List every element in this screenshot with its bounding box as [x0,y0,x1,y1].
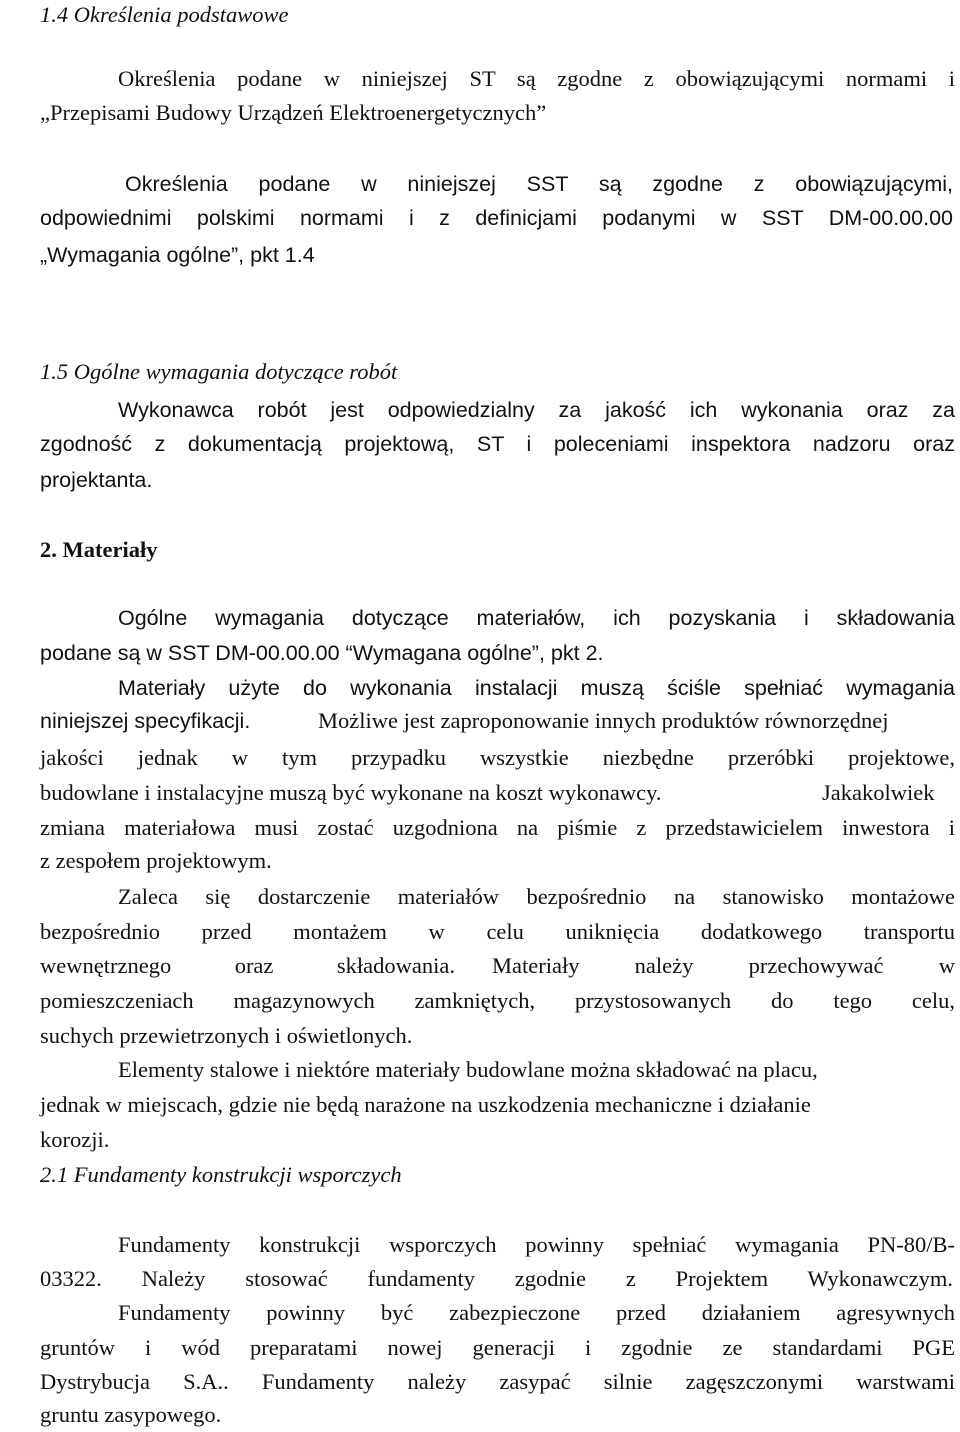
paragraph-line: Ogólne wymagania dotyczące materiałów, ich pozyskania i składowania [118,606,955,630]
paragraph-line: Określenia podane w niniejszej SST są zgodne z obowiązującymi, [125,172,953,196]
paragraph-line: „Wymagania ogólne”, pkt 1.4 [40,243,315,267]
paragraph-line: gruntu zasypowego. [40,1402,222,1427]
section-heading-1-5: 1.5 Ogólne wymagania dotyczące robót [40,359,398,384]
paragraph-line: jakości jednak w tym przypadku wszystkie niezbędne przeróbki projektowe, [40,745,955,770]
paragraph-line: Jakakolwiek [822,780,935,805]
paragraph-line: korozji. [40,1127,110,1152]
paragraph-line: suchych przewietrzonych i oświetlonych. [40,1023,413,1048]
paragraph-line: Określenia podane w niniejszej ST są zgodne z obowiązującymi normami i [118,66,955,91]
paragraph-line: Dystrybucja S.A.. Fundamenty należy zasypać silnie zagęszczonymi warstwami [40,1369,955,1394]
section-heading-2-1: 2.1 Fundamenty konstrukcji wsporczych [40,1162,402,1187]
paragraph-line: podane są w SST DM-00.00.00 “Wymagana ogólne”, pkt 2. [40,641,604,665]
paragraph-line: wewnętrznego oraz składowania. [40,953,455,978]
paragraph-line: Materiały użyte do wykonania instalacji muszą ściśle spełniać wymagania [118,676,955,700]
paragraph-line: Elementy stalowe i niektóre materiały budowlane można składować na placu, [118,1057,818,1082]
paragraph-line: Wykonawca robót jest odpowiedzialny za jakość ich wykonania oraz za [118,398,955,422]
paragraph-line: odpowiednimi polskimi normami i z definicjami podanymi w SST DM-00.00.00 [40,206,953,230]
paragraph-line: Zaleca się dostarczenie materiałów bezpośrednio na stanowisko montażowe [118,884,955,909]
paragraph-line: niniejszej specyfikacji. [40,709,251,733]
section-heading-1-4: 1.4 Określenia podstawowe [40,2,289,27]
paragraph-line: „Przepisami Budowy Urządzeń Elektroenergetycznych” [40,100,547,125]
paragraph-line: budowlane i instalacyjne muszą być wykonane na koszt wykonawcy. [40,780,662,805]
paragraph-line: Fundamenty konstrukcji wsporczych powinny spełniać wymagania PN-80/B- [118,1232,955,1257]
paragraph-line: Fundamenty powinny być zabezpieczone przed działaniem agresywnych [118,1300,955,1325]
section-heading-2: 2. Materiały [40,537,158,562]
paragraph-line: Materiały należy przechowywać w [492,953,955,978]
paragraph-line: Możliwe jest zaproponowanie innych produktów równorzędnej [318,708,889,733]
paragraph-line: jednak w miejscach, gdzie nie będą narażone na uszkodzenia mechaniczne i działanie [40,1092,811,1117]
paragraph-line: projektanta. [40,468,153,492]
paragraph-line: zgodność z dokumentacją projektową, ST i poleceniami inspektora nadzoru oraz [40,432,955,456]
paragraph-line: zmiana materiałowa musi zostać uzgodniona na piśmie z przedstawicielem inwestora i [40,815,955,840]
paragraph-line: bezpośrednio przed montażem w celu uniknięcia dodatkowego transportu [40,919,955,944]
paragraph-line: 03322. Należy stosować fundamenty zgodnie z Projektem Wykonawczym. [40,1266,953,1291]
paragraph-line: pomieszczeniach magazynowych zamkniętych, przystosowanych do tego celu, [40,988,955,1013]
paragraph-line: gruntów i wód preparatami nowej generacji i zgodnie ze standardami PGE [40,1335,955,1360]
paragraph-line: z zespołem projektowym. [40,848,272,873]
